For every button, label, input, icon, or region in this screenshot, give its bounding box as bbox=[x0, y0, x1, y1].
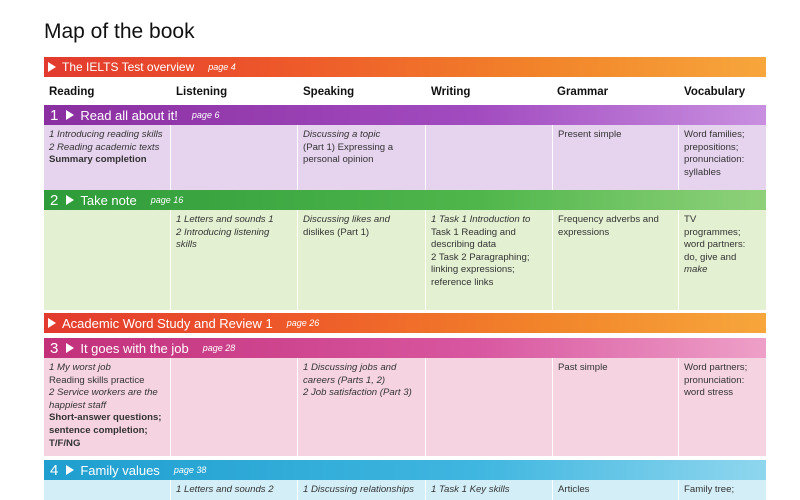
cell-line: programmes; bbox=[684, 226, 741, 238]
col-header-grammar: Grammar bbox=[557, 86, 609, 98]
cell-line: T/F/NG bbox=[49, 437, 81, 449]
cell-line: prepositions; bbox=[684, 141, 739, 153]
unit-title: Family values bbox=[80, 462, 160, 478]
unit-number: 2 bbox=[50, 191, 59, 209]
col-header-writing: Writing bbox=[431, 86, 471, 98]
cell-line: TV bbox=[684, 214, 697, 225]
unit-3 bbox=[44, 338, 766, 456]
col-header-reading: Reading bbox=[49, 86, 95, 98]
unit-1-header[interactable] bbox=[44, 105, 766, 125]
arrow-right-icon bbox=[66, 465, 74, 475]
cell-line: linking expressions; bbox=[431, 264, 515, 276]
cell-listening bbox=[170, 480, 297, 500]
cell-line: 2 Introducing listening bbox=[176, 226, 270, 238]
academic-word-study-bar[interactable] bbox=[44, 313, 766, 333]
cell-line: Frequency adverbs and bbox=[558, 214, 659, 225]
cell-line: personal opinion bbox=[303, 154, 374, 166]
unit-2-header[interactable] bbox=[44, 190, 766, 210]
unit-3-header[interactable] bbox=[44, 338, 766, 358]
cell-line: Discussing a topic bbox=[303, 129, 381, 140]
cell-listening bbox=[170, 210, 297, 310]
cell-line: 1 Discussing relationships bbox=[303, 484, 414, 495]
cell-line: pronunciation: bbox=[684, 374, 745, 386]
cell-line: Family tree; bbox=[684, 484, 735, 495]
cell-line: happiest staff bbox=[49, 399, 107, 411]
arrow-right-icon bbox=[48, 62, 56, 72]
unit-page: page 38 bbox=[173, 465, 207, 475]
col-header-speaking: Speaking bbox=[303, 86, 355, 98]
cell-line: 1 My worst job bbox=[49, 362, 111, 373]
unit-page: page 6 bbox=[191, 110, 220, 120]
unit-title: Read all about it! bbox=[80, 107, 178, 123]
cell-speaking bbox=[297, 210, 425, 310]
cell-reading bbox=[44, 480, 170, 500]
arrow-right-icon bbox=[66, 110, 74, 120]
cell-line: Word families; bbox=[684, 129, 745, 140]
unit-2-body bbox=[44, 210, 766, 310]
cell-writing bbox=[425, 480, 552, 500]
cell-line: pronunciation: bbox=[684, 154, 745, 166]
aws-page: page 26 bbox=[286, 318, 320, 328]
overview-label: The IELTS Test overview bbox=[62, 60, 195, 74]
unit-title: It goes with the job bbox=[80, 340, 189, 356]
column-headers bbox=[44, 86, 766, 104]
unit-number: 4 bbox=[50, 461, 59, 479]
cell-line: make bbox=[684, 264, 708, 276]
cell-speaking bbox=[297, 358, 425, 456]
cell-reading bbox=[44, 358, 170, 456]
cell-line: dislikes (Part 1) bbox=[303, 226, 370, 238]
cell-line: 2 Job satisfaction (Part 3) bbox=[303, 387, 412, 399]
unit-number: 3 bbox=[50, 339, 59, 357]
cell-speaking bbox=[297, 480, 425, 500]
cell-line: Word partners; bbox=[684, 362, 748, 373]
cell-line: 1 Letters and sounds 2 bbox=[176, 484, 274, 495]
cell-line: 2 Reading academic texts bbox=[49, 141, 160, 153]
cell-line: sentence completion; bbox=[49, 424, 148, 436]
cell-line: Articles bbox=[558, 484, 590, 495]
cell-vocabulary bbox=[678, 358, 766, 456]
aws-label: Academic Word Study and Review 1 bbox=[62, 315, 273, 331]
arrow-right-icon bbox=[66, 343, 74, 353]
cell-line: careers (Parts 1, 2) bbox=[303, 374, 386, 386]
cell-vocabulary bbox=[678, 480, 766, 500]
cell-line: describing data bbox=[431, 239, 497, 251]
cell-line: word stress bbox=[684, 387, 734, 399]
col-header-listening: Listening bbox=[176, 86, 228, 98]
cell-line: 1 Discussing jobs and bbox=[303, 362, 397, 373]
arrow-right-icon bbox=[66, 195, 74, 205]
cell-grammar bbox=[552, 358, 678, 456]
cell-line: 1 Task 1 Key skills bbox=[431, 484, 510, 495]
cell-line: syllables bbox=[684, 166, 721, 178]
cell-line: Past simple bbox=[558, 362, 608, 373]
unit-4-body bbox=[44, 480, 766, 500]
cell-line: Task 1 Reading and bbox=[431, 226, 516, 238]
cell-grammar bbox=[552, 480, 678, 500]
unit-4 bbox=[44, 460, 766, 500]
unit-page: page 28 bbox=[202, 343, 236, 353]
cell-line: Discussing likes and bbox=[303, 214, 390, 225]
cell-writing bbox=[425, 210, 552, 310]
cell-line: Short-answer questions; bbox=[49, 412, 162, 424]
unit-4-header[interactable] bbox=[44, 460, 766, 480]
cell-line: 1 Introducing reading skills bbox=[49, 129, 163, 140]
cell-writing bbox=[425, 358, 552, 456]
cell-line: 1 Letters and sounds 1 bbox=[176, 214, 274, 225]
cell-line: skills bbox=[176, 239, 197, 251]
cell-line: expressions bbox=[558, 226, 610, 238]
page-title: Map of the book bbox=[44, 20, 195, 43]
overview-page: page 4 bbox=[208, 62, 236, 72]
arrow-right-icon bbox=[48, 318, 56, 328]
cell-line: Present simple bbox=[558, 129, 622, 140]
cell-line: (Part 1) Expressing a bbox=[303, 141, 394, 153]
unit-3-body bbox=[44, 358, 766, 456]
unit-1 bbox=[44, 105, 766, 201]
unit-title: Take note bbox=[80, 192, 137, 208]
unit-number: 1 bbox=[50, 106, 59, 124]
cell-line: do, give and bbox=[684, 251, 737, 263]
cell-line: word partners: bbox=[684, 239, 746, 251]
cell-line: Reading skills practice bbox=[49, 374, 145, 386]
cell-reading bbox=[44, 210, 170, 310]
cell-listening bbox=[170, 358, 297, 456]
cell-line: 2 Task 2 Paragraphing; bbox=[431, 251, 530, 263]
test-overview-bar[interactable] bbox=[44, 57, 766, 77]
unit-page: page 16 bbox=[150, 195, 184, 205]
cell-grammar bbox=[552, 210, 678, 310]
cell-line: reference links bbox=[431, 276, 494, 288]
cell-line: Summary completion bbox=[49, 154, 147, 166]
unit-2 bbox=[44, 190, 766, 310]
cell-line: 2 Service workers are the bbox=[49, 387, 158, 399]
col-header-vocabulary: Vocabulary bbox=[684, 86, 746, 98]
cell-vocabulary bbox=[678, 210, 766, 310]
cell-line: 1 Task 1 Introduction to bbox=[431, 214, 531, 225]
